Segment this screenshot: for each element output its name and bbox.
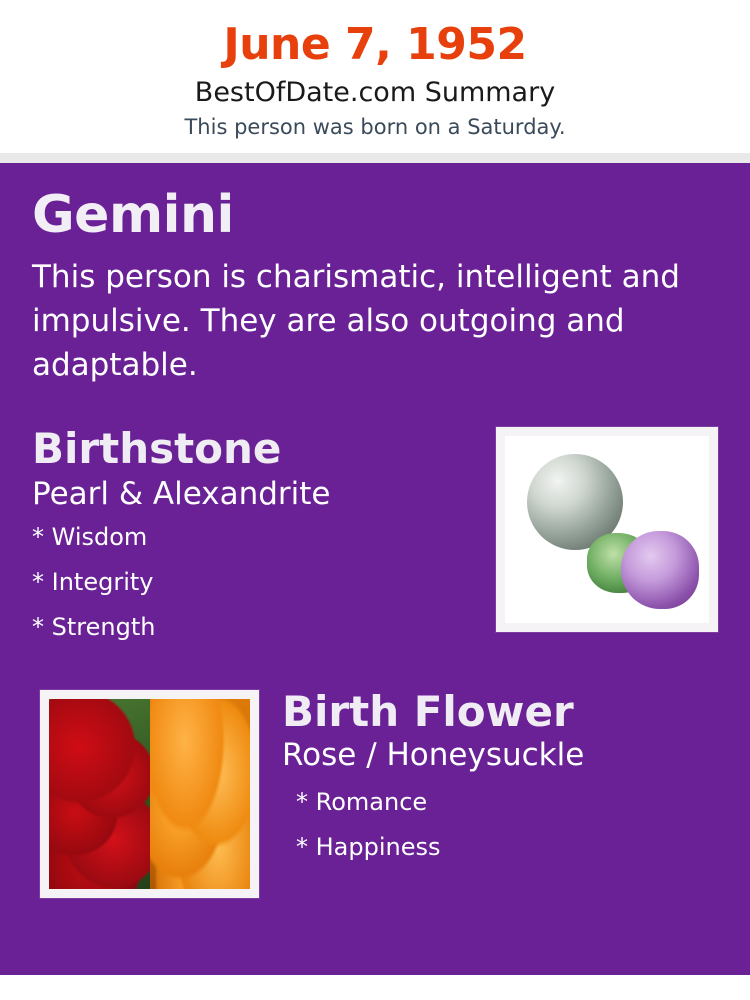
site-name: BestOfDate.com Summary [194, 77, 556, 109]
honeysuckle-image-half [150, 699, 251, 889]
birth-flower-section [32, 687, 718, 900]
birthstone-text-block [32, 424, 462, 641]
alexandrite-shape [587, 521, 699, 609]
birth-date-title: June 7, 1952 [223, 19, 527, 70]
birth-flower-title: Birth Flower [282, 687, 574, 737]
birth-weekday-text: This person was born on a Saturday. [184, 114, 566, 139]
birthstone-trait: * Strength [32, 612, 156, 641]
zodiac-sign-title: Gemini [32, 184, 234, 245]
zodiac-description: This person is charismatic, intelligent and impulsive. They are also outgoing and adaptable. [32, 258, 680, 383]
alexandrite-purple-facet [621, 531, 699, 609]
birth-flower-trait: * Happiness [296, 832, 441, 861]
birthstone-photo [496, 427, 718, 632]
birthstone-image [505, 436, 709, 623]
birthstone-trait: * Integrity [32, 567, 154, 596]
birthstone-names: Pearl & Alexandrite [32, 476, 331, 513]
birth-flower-photo [40, 690, 259, 898]
rose-image-half [49, 699, 150, 889]
birth-flower-image [49, 699, 250, 889]
birthstone-section [32, 424, 718, 642]
card-header [0, 0, 750, 153]
birthstone-trait: * Wisdom [32, 522, 148, 551]
birthstone-title: Birthstone [32, 424, 282, 474]
birth-flower-text-block [282, 687, 718, 861]
details-panel [0, 163, 750, 975]
header-divider [0, 153, 750, 163]
birth-flower-names: Rose / Honeysuckle [282, 737, 585, 774]
birth-flower-trait: * Romance [296, 787, 428, 816]
